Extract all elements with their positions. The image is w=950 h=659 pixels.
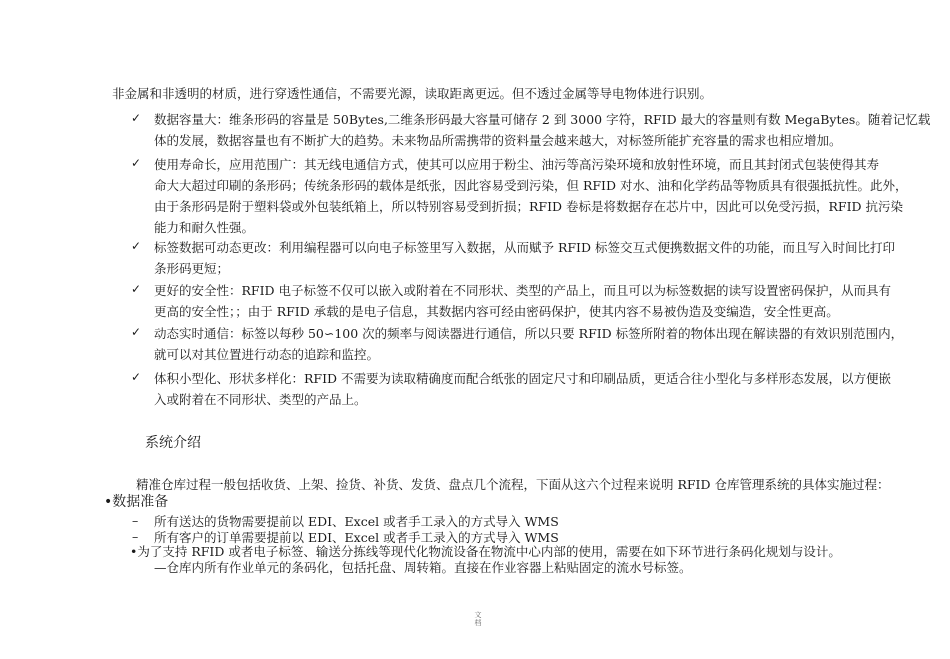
feature-line: 数据容量大：维条形码的容量是 50Bytes,二维条形码最大容量可储存 2 到 3000 字符，RFID 最大的容量则有数 MegaBytes。随着记忆载 <box>154 112 931 127</box>
check-icon: ✓ <box>131 325 142 339</box>
section-paragraph: 精准仓库过程一般包括收货、上架、捡货、补货、发货、盘点几个流程，下面从这六个过程来说明 RFID 仓库管理系统的具体实施过程： <box>136 477 890 492</box>
sub-line: —仓库内所有作业单元的条码化，包括托盘、周转箱。直接在作业容器上粘贴固定的流水号标签。 <box>154 560 692 575</box>
check-icon: ✓ <box>131 370 142 384</box>
data-prep-title: 数据准备 <box>112 494 169 510</box>
section-heading: 系统介绍 <box>145 435 201 451</box>
feature-line: 入或附着在不同形状、类型的产品上。 <box>154 392 367 407</box>
feature-line: 使用寿命长，应用范围广：其无线电通信方式，使其可以应用于粉尘、油污等高污染环境和放射性环境，而且其封闭式包装使得其寿 <box>154 157 880 172</box>
feature-line: 能力和耐久性强。 <box>154 220 255 235</box>
bullet-icon: • <box>104 494 113 510</box>
data-prep-item: 所有送达的货物需要提前以 EDI、Excel 或者手工录入的方式导入 WMS <box>154 514 559 529</box>
dash-icon: – <box>132 513 139 528</box>
check-icon: ✓ <box>131 111 142 125</box>
intro-text: 非金属和非透明的材质，进行穿透性通信，不需要光源，读取距离更远。但不透过金属等导电物体进行识别。 <box>112 86 713 101</box>
feature-line: 条形码更短； <box>154 261 230 276</box>
feature-line: 标签数据可动态更改：利用编程器可以向电子标签里写入数据，从而赋予 RFID 标签交互式便携数据文件的功能，而且写入时间比打印 <box>154 240 895 255</box>
feature-line: 更好的安全性：RFID 电子标签不仅可以嵌入或附着在不同形状、类型的产品上，而且可以为标签数据的读写设置密码保护，从而具有 <box>154 283 892 298</box>
feature-line: 就可以对其位置进行动态的追踪和监控。 <box>154 347 380 362</box>
data-prep-item: 所有客户的订单需要提前以 EDI、Excel 或者手工录入的方式导入 WMS <box>154 530 559 545</box>
check-icon: ✓ <box>131 282 142 296</box>
data-prep-heading <box>104 491 168 511</box>
dash-icon: – <box>132 529 139 544</box>
feature-line: 更高的安全性；；由于 RFID 承载的是电子信息，其数据内容可经由密码保护，使其内容不易被伪造及变编造，安全性更高。 <box>154 304 839 319</box>
feature-line: 由于条形码是附于塑料袋或外包装纸箱上，所以特别容易受到折损；RFID 卷标是将数据存在芯片中，因此可以免受污损，RFID 抗污染 <box>154 199 904 214</box>
check-icon: ✓ <box>131 156 142 170</box>
page-footer: 文档 <box>474 611 482 627</box>
check-icon: ✓ <box>131 239 142 253</box>
feature-line: 体积小型化、形状多样化：RFID 不需要为读取精确度而配合纸张的固定尺寸和印刷品质，更适合往小型化与多样形态发展，以方便嵌 <box>154 371 892 386</box>
feature-line: 动态实时通信：标签以每秒 50∽100 次的频率与阅读器进行通信，所以只要 RFID 标签所附着的物体出现在解读器的有效识别范围内， <box>154 326 904 341</box>
support-line: •为了支持 RFID 或者电子标签、输送分拣线等现代化物流设备在物流中心内部的使用，需要在如下环节进行条码化规划与设计。 <box>130 544 841 559</box>
feature-line: 命大大超过印刷的条形码；传统条形码的载体是纸张，因此容易受到污染，但 RFID 对水、油和化学药品等物质具有很强抵抗性。此外， <box>154 178 908 193</box>
feature-line: 体的发展，数据容量也有不断扩大的趋势。未来物品所需携带的资料量会越来越大，对标签所能扩充容量的需求也相应增加。 <box>154 133 842 148</box>
